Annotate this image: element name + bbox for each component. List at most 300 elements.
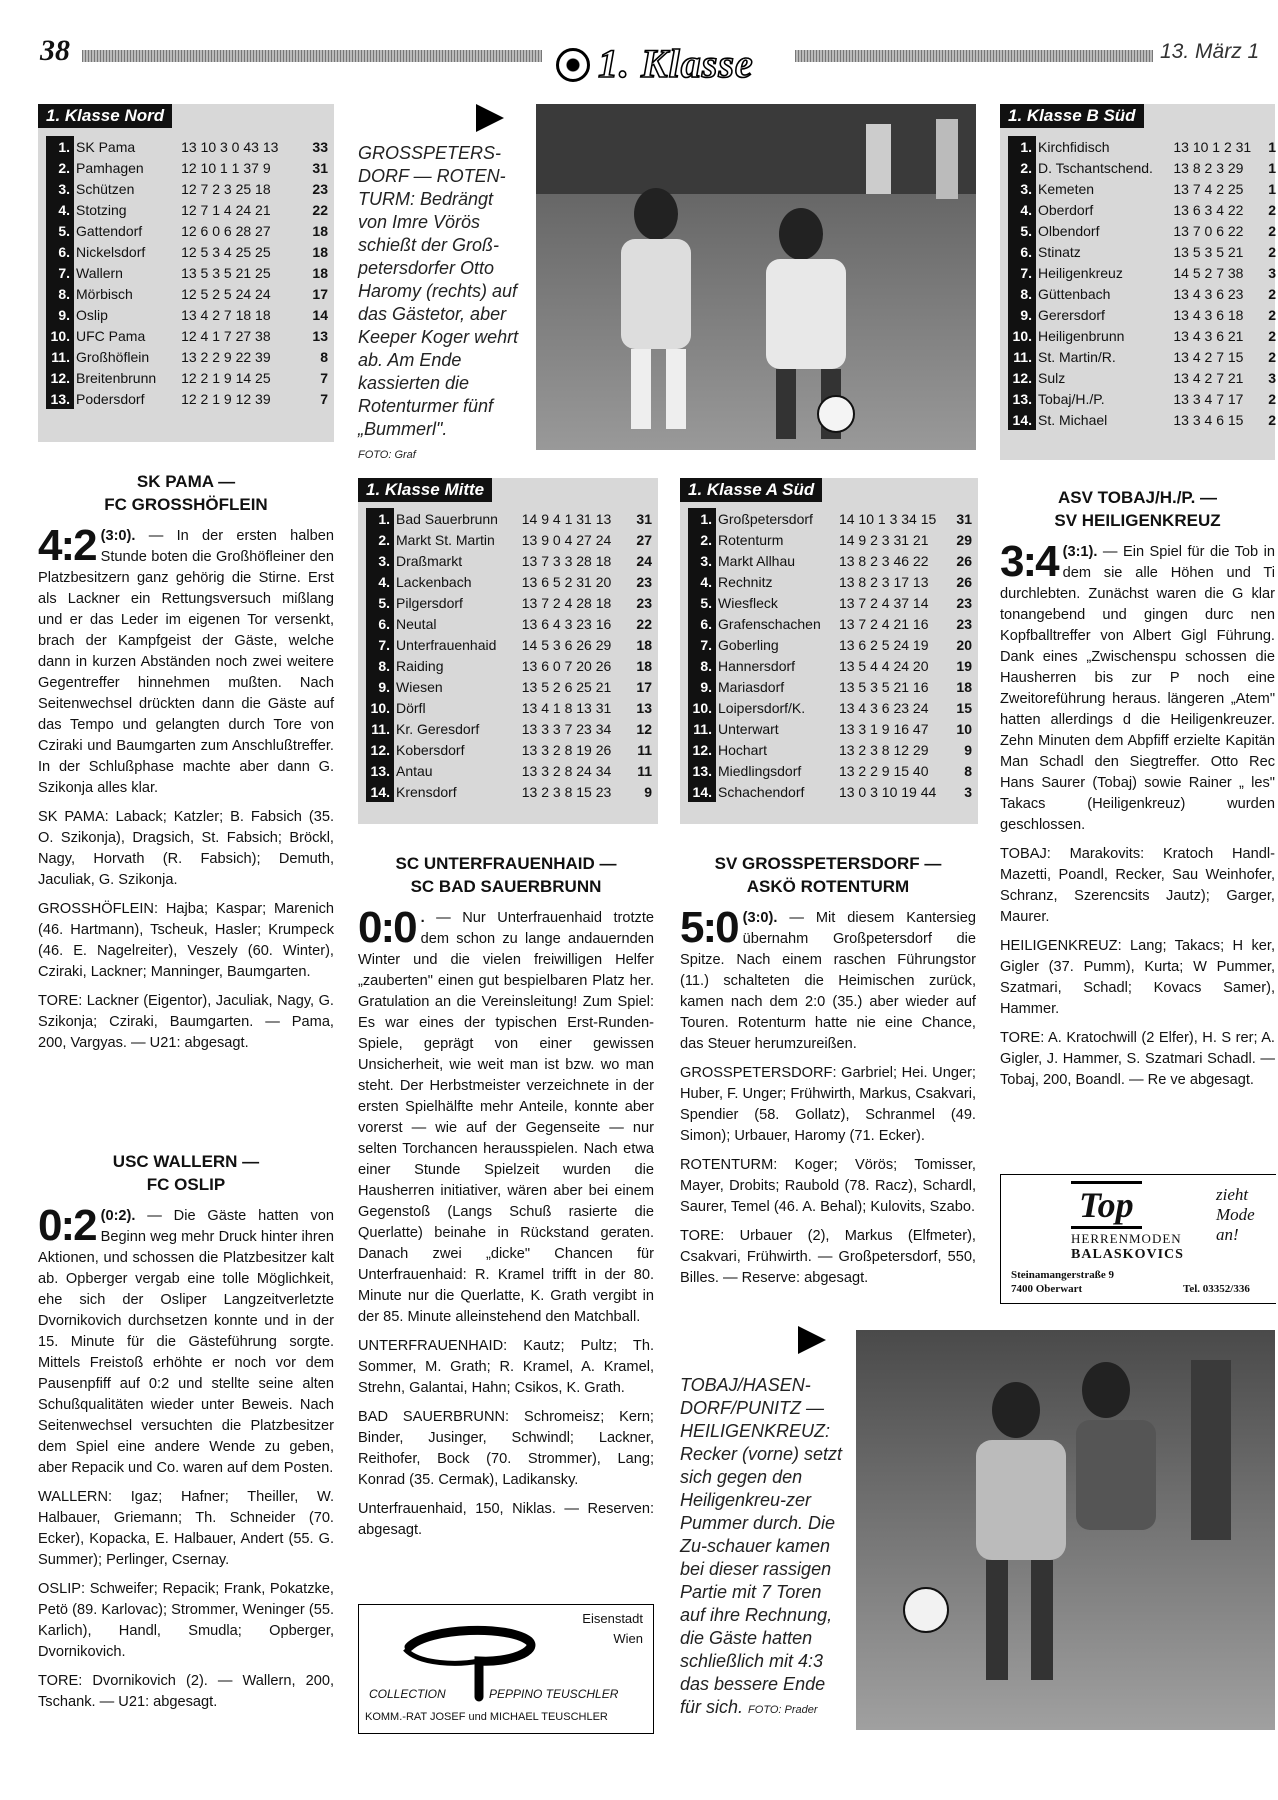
rank: 13. [46, 388, 74, 409]
rank: 1. [46, 136, 74, 157]
rank: 5. [366, 592, 394, 613]
article-heading: USC WALLERN — FC OSLIP [112, 1152, 260, 1194]
article-grosspetersdorf [680, 852, 976, 1297]
rank: 10. [688, 697, 716, 718]
match-stats: 12 2 1 9 12 39 [181, 390, 271, 407]
table-row [46, 241, 330, 262]
team-name: Gattendorf [76, 222, 143, 239]
points: 17 [312, 285, 328, 302]
header-rule-left [82, 50, 542, 62]
team-name: Dörfl [396, 699, 426, 716]
page-number: 38 [40, 34, 70, 67]
match-stats: 13 2 3 8 12 29 [838, 741, 929, 758]
team-name: Mariasdorf [718, 678, 785, 695]
standings-title: 1. Klasse Nord [38, 104, 172, 128]
table-row [366, 718, 654, 739]
team-name: Breitenbrunn [76, 369, 157, 386]
points: 20 [956, 636, 972, 653]
match-stats: 13 4 2 7 21 [1173, 369, 1244, 386]
points: 7 [320, 390, 328, 407]
lineup-away: HEILIGENKREUZ: Lang; Takacs; H ker, Gigler (37. Pumm), Kurta; W Pummer, Szatmari, Schadl; Kovacs Samer), Hammer. [1000, 938, 1275, 1017]
match-stats: 13 7 2 4 21 16 [838, 615, 929, 632]
rank: 6. [688, 613, 716, 634]
rank: 9. [46, 304, 74, 325]
rank: 14. [688, 781, 716, 802]
points: 26 [956, 552, 972, 569]
match-stats: 13 4 3 6 23 24 [838, 699, 929, 716]
ad-city: 7400 Oberwart [1011, 1283, 1083, 1295]
rank: 1. [366, 508, 394, 529]
points: 2 [1268, 390, 1276, 407]
rank: 2. [688, 529, 716, 550]
goals: TORE: Urbauer (2), Markus (Elfmeter), Csakvari, Frühwirth. — Großpetersdorf, 550, Billes. — Reserve: abgesagt. [680, 1228, 976, 1286]
table-row [688, 508, 974, 529]
photo-credit: FOTO: Graf [358, 449, 416, 461]
table-row [688, 571, 974, 592]
rank: 13. [688, 760, 716, 781]
rank: 6. [366, 613, 394, 634]
points: 18 [312, 264, 328, 281]
article-tobaj [1000, 486, 1275, 1099]
points: 22 [312, 201, 328, 218]
match-stats: 13 0 3 10 19 44 [838, 783, 937, 800]
table-row [46, 220, 330, 241]
table-row [46, 136, 330, 157]
team-name: Oslip [76, 306, 108, 323]
points: 2 [1268, 411, 1276, 428]
rank: 11. [366, 718, 394, 739]
points: 18 [312, 243, 328, 260]
table-row [688, 592, 974, 613]
rank: 9. [1008, 304, 1036, 325]
article-heading: SC UNTERFRAUENHAID — SC BAD SAUERBRUNN [395, 854, 617, 896]
header-rule-right [795, 50, 1153, 62]
rank: 3. [46, 178, 74, 199]
points: 1 [1268, 180, 1276, 197]
rank: 5. [1008, 220, 1036, 241]
ad-slogan: zieht Mode an! [1216, 1185, 1255, 1244]
rank: 12. [1008, 367, 1036, 388]
match-stats: 13 10 1 2 31 [1173, 138, 1252, 155]
match-stats: 13 8 2 3 29 [1173, 159, 1244, 176]
table-row [1008, 220, 1278, 241]
points: 27 [636, 531, 652, 548]
match-stats: 13 5 3 5 21 16 [838, 678, 929, 695]
match-stats: 13 4 3 6 21 [1173, 327, 1244, 344]
match-stats: 14 10 1 3 34 15 [838, 510, 937, 527]
match-stats: 13 7 2 4 37 14 [838, 594, 929, 611]
match-stats: 12 10 1 1 37 9 [181, 159, 271, 176]
rank: 8. [1008, 283, 1036, 304]
points: 31 [312, 159, 328, 176]
rank: 8. [46, 283, 74, 304]
table-row [366, 634, 654, 655]
table-row [46, 304, 330, 325]
points: 7 [320, 369, 328, 386]
table-row [46, 157, 330, 178]
match-stats: 14 5 3 6 26 29 [521, 636, 612, 653]
match-stats: 13 3 1 9 16 47 [838, 720, 929, 737]
team-name: Wallern [76, 264, 123, 281]
table-row [1008, 178, 1278, 199]
match-stats: 13 3 2 8 24 34 [521, 762, 612, 779]
team-name: UFC Pama [76, 327, 146, 344]
team-name: Antau [396, 762, 433, 779]
standings-table [688, 508, 974, 802]
standings-a-sued [680, 478, 978, 824]
lineup-away: ROTENTURM: Koger; Vörös; Tomisser, Mayer, Drobits; Raubold (78. Racz), Schardl, Saurer, Temel (46. A. Behal); Kulovits, Szabo. [680, 1157, 976, 1215]
points: 8 [964, 762, 972, 779]
points: 33 [312, 138, 328, 155]
rank: 11. [688, 718, 716, 739]
article-body: 3:4 (3:1). — Ein Spiel für die Tob in dem sie alle Höhen und Ti durchlebten. Zunächst waren die G klar tonangebend und gingen durc nen Kopfballtreffer von Albert Gigl Führung. Dank eines „Zwischenspu schossen die Hausherren bis zur P noch eine Zweitoreführung heraus. längeren „Atem" hatten allerdings d die Heiligenkreuzer. Zehn Minuten dem Abpfiff erzielte Kapitän Man Schadl den Siegtreffer. Otto Rec Hans Saurer (Tobaj) sowie Rainer „ les" Takacs (Heiligenkreuz) wurden geschlossen. TOBAJ: Marakovits: Kratoch Handl-Mazetti, Poandl, Recker, Sau Weinhofer, Schranz, Szerencsits Jautz); Garger, Maurer. HEILIGENKREUZ: Lang; Takacs; H ker, Gigler (37. Pumm), Kurta; W Pummer, Szatmari, Schadl; Kovacs Samer), Hammer. TORE: A. Kratochwill (2 Elfer), H. S rer; A. Gigler, J. Hammer, S. Szatmari Schadl. — Tobaj, 200, Boandl. — Re ve abgesagt. [1000, 542, 1275, 1091]
points: 26 [956, 573, 972, 590]
points: 31 [956, 510, 972, 527]
points: 11 [637, 762, 652, 779]
team-name: Stinatz [1038, 243, 1081, 260]
lineup-away: GROSSHÖFLEIN: Hajba; Kaspar; Marenich (46. Hartmann), Tscheuk, Hasler; Krumpeck (46. E. Nagelreiter), Veszely (60. Winter), Cziraki, Lackner; Manninger, Baumgarten. [38, 901, 334, 980]
table-row [46, 199, 330, 220]
table-row [366, 550, 654, 571]
standings-table [366, 508, 654, 802]
rank: 14. [1008, 409, 1036, 430]
rank: 13. [366, 760, 394, 781]
ad-owners: KOMM.-RAT JOSEF und MICHAEL TEUSCHLER [365, 1711, 608, 1723]
rank: 3. [688, 550, 716, 571]
team-name: Kobersdorf [396, 741, 465, 758]
standings-b-sued [1000, 104, 1275, 460]
table-row [366, 529, 654, 550]
match-stats: 13 4 3 6 23 [1173, 285, 1244, 302]
lineup-away: BAD SAUERBRUNN: Schromeisz; Kern; Binder, Jusinger, Schwindl; Lackner, Reithofer, Bock (70. Strommer), Lang; Konrad (35. Cermak), Ladikansky. [358, 1409, 654, 1488]
article-body: 5:0 (3:0). — Mit diesem Kantersieg übernahm Großpetersdorf die Spitze. Nach einem raschen Führungstor (11.) schalteten die Heimischen zurück, kamen nach dem 2:0 (35.) aber wieder auf Touren. Rotenturm hatte nie eine Chance, das Steuer herumzureißen. GROSSPETERSDORF: Garbriel; Hei. Unger; Huber, F. Unger; Frühwirth, Markus, Csakvari, Spendier (58. Gollatz), Schranmel (49. Simon); Urbauer, Haromy (71. Ecker). ROTENTURM: Koger; Vörös; Tomisser, Mayer, Drobits; Raubold (78. Racz), Schardl, Saurer, Temel (46. A. Behal); Kulovits, Szabo. TORE: Urbauer (2), Markus (Elfmeter), Csakvari, Frühwirth. — Großpetersdorf, 550, Billes. — Reserve: abgesagt. [680, 908, 976, 1289]
team-name: Kemeten [1038, 180, 1095, 197]
points: 18 [312, 222, 328, 239]
table-row [1008, 346, 1278, 367]
team-name: Goberling [718, 636, 779, 653]
table-row [46, 262, 330, 283]
points: 13 [312, 327, 328, 344]
goals: TORE: A. Kratochwill (2 Elfer), H. S rer; A. Gigler, J. Hammer, S. Szatmari Schadl. — Tobaj, 200, Boandl. — Re ve abgesagt. [1000, 1030, 1275, 1088]
points: 14 [312, 306, 328, 323]
team-name: Markt Allhau [718, 552, 796, 569]
team-name: Pamhagen [76, 159, 144, 176]
points: 3 [964, 783, 972, 800]
table-row [366, 697, 654, 718]
team-name: Hannersdorf [718, 657, 796, 674]
table-row [1008, 262, 1278, 283]
table-row [46, 388, 330, 409]
points: 23 [956, 615, 972, 632]
match-score: 4:2 [38, 521, 96, 570]
points: 15 [956, 699, 972, 716]
team-name: Nickelsdorf [76, 243, 146, 260]
match-stats: 12 5 3 4 25 25 [181, 243, 271, 260]
match-stats: 13 6 4 3 23 16 [521, 615, 612, 632]
lineup-home: WALLERN: Igaz; Hafner; Theiller, W. Halbauer, Griemann; Th. Schneider (70. Ecker), Kopacka, E. Halbauer, Andert (55. G. Summer); Perlinger, Csernay. [38, 1489, 334, 1568]
standings-title: 1. Klasse B Süd [1000, 104, 1144, 128]
match-stats: 13 4 1 8 13 31 [521, 699, 612, 716]
points: 2 [1268, 243, 1276, 260]
table-row [688, 676, 974, 697]
rank: 7. [688, 634, 716, 655]
match-stats: 13 7 4 2 25 [1173, 180, 1244, 197]
points: 2 [1268, 285, 1276, 302]
rank: 1. [1008, 136, 1036, 157]
table-row [1008, 199, 1278, 220]
ad-collection: COLLECTION [369, 1687, 446, 1701]
match-stats: 14 5 2 7 38 [1173, 264, 1244, 281]
match-score: 5:0 [680, 903, 738, 952]
table-row [688, 697, 974, 718]
match-stats: 13 5 3 5 21 [1173, 243, 1244, 260]
team-name: Loipersdorf/K. [718, 699, 806, 716]
team-name: Unterfrauenhaid [396, 636, 497, 653]
points: 22 [636, 615, 652, 632]
standings-mitte [358, 478, 658, 824]
standings-table [46, 136, 330, 409]
match-stats: 13 2 3 8 15 23 [521, 783, 612, 800]
table-row [366, 571, 654, 592]
points: 23 [312, 180, 328, 197]
rank: 4. [688, 571, 716, 592]
match-stats: 14 9 4 1 31 13 [521, 510, 612, 527]
table-row [366, 760, 654, 781]
football-players-photo [536, 104, 976, 450]
rank: 10. [1008, 325, 1036, 346]
rank: 6. [1008, 241, 1036, 262]
match-stats: 13 6 3 4 22 [1173, 201, 1244, 218]
rank: 12. [46, 367, 74, 388]
match-stats: 14 9 2 3 31 21 [838, 531, 929, 548]
table-row [688, 550, 974, 571]
match-stats: 13 8 2 3 46 22 [838, 552, 929, 569]
team-name: Lackenbach [396, 573, 472, 590]
rank: 4. [1008, 199, 1036, 220]
lineup-away: OSLIP: Schweifer; Repacik; Frank, Pokatzke, Petö (89. Karlovac); Strommer, Weninger (55. Karlich), Handl, Smudla; Opberger, Dvornikovich. [38, 1581, 334, 1660]
article-heading: SV GROSSPETERSDORF — ASKÖ ROTENTURM [714, 854, 942, 896]
team-name: Oberdorf [1038, 201, 1094, 218]
rank: 7. [1008, 262, 1036, 283]
table-row [1008, 304, 1278, 325]
article-pama [38, 470, 334, 1062]
team-name: Tobaj/H./P. [1038, 390, 1105, 407]
standings-title: 1. Klasse Mitte [358, 478, 492, 502]
points: 10 [956, 720, 972, 737]
table-row [366, 739, 654, 760]
points: 23 [956, 594, 972, 611]
match-stats: 13 5 3 5 21 25 [181, 264, 271, 281]
rank: 14. [366, 781, 394, 802]
table-row [46, 325, 330, 346]
table-row [688, 529, 974, 550]
lineup-home: SK PAMA: Laback; Katzler; B. Fabsich (35. O. Szikonja), Dragsich, St. Fabsich; Bröckl, Nagy, Horvath (R. Fabsich); Demuth, Jaculiak, G. Szikonja. [38, 809, 334, 888]
rank: 7. [46, 262, 74, 283]
team-name: St. Martin/R. [1038, 348, 1116, 365]
team-name: Sulz [1038, 369, 1066, 386]
team-name: Wiesen [396, 678, 443, 695]
team-name: Podersdorf [76, 390, 145, 407]
ad-city: Eisenstadt [582, 1611, 643, 1626]
match-stats: 13 7 3 3 28 18 [521, 552, 612, 569]
team-name: Gerersdorf [1038, 306, 1105, 323]
match-score: 0:2 [38, 1201, 96, 1250]
match-stats: 12 4 1 7 27 38 [181, 327, 271, 344]
match-stats: 13 2 2 9 15 40 [838, 762, 929, 779]
points: 31 [636, 510, 652, 527]
team-name: Wiesfleck [718, 594, 778, 611]
team-name: Neutal [396, 615, 437, 632]
table-row [366, 676, 654, 697]
points: 18 [636, 636, 652, 653]
arrow-icon [476, 104, 504, 132]
team-name: Rotenturm [718, 531, 784, 548]
match-stats: 12 7 1 4 24 21 [181, 201, 271, 218]
team-name: Pilgersdorf [396, 594, 463, 611]
goals: Unterfrauenhaid, 150, Niklas. — Reserven: abgesagt. [358, 1501, 654, 1538]
table-row [1008, 157, 1278, 178]
table-row [46, 283, 330, 304]
points: 29 [956, 531, 972, 548]
points: 12 [636, 720, 652, 737]
team-name: Großpetersdorf [718, 510, 813, 527]
rank: 2. [366, 529, 394, 550]
team-name: Stotzing [76, 201, 127, 218]
match-photo [856, 1330, 1275, 1730]
ad-shop: HERRENMODEN [1071, 1231, 1182, 1246]
team-name: Raiding [396, 657, 444, 674]
match-photo [536, 104, 976, 450]
rank: 1. [688, 508, 716, 529]
match-stats: 13 4 2 7 18 18 [181, 306, 271, 323]
match-stats: 13 6 0 7 20 26 [521, 657, 612, 674]
table-row [688, 634, 974, 655]
team-name: Markt St. Martin [396, 531, 495, 548]
points: 19 [956, 657, 972, 674]
points: 8 [320, 348, 328, 365]
article-unterfrauenhaid [358, 852, 654, 1549]
match-stats: 13 7 0 6 22 [1173, 222, 1244, 239]
table-row [46, 367, 330, 388]
standings-table [1008, 136, 1278, 430]
lineup-home: GROSSPETERSDORF: Garbriel; Hei. Unger; Huber, F. Unger; Frühwirth, Markus, Csakvari, Spendier (58. Gollatz), Schranmel (49. Simon); Urbauer, Haromy (71. Ecker). [680, 1065, 977, 1144]
match-stats: 12 6 0 6 28 27 [181, 222, 271, 239]
match-stats: 13 3 2 8 19 26 [521, 741, 612, 758]
rank: 4. [46, 199, 74, 220]
football-players-photo [856, 1330, 1275, 1730]
table-row [1008, 367, 1278, 388]
table-row [1008, 136, 1278, 157]
match-stats: 13 6 2 5 24 19 [838, 636, 929, 653]
team-name: St. Michael [1038, 411, 1108, 428]
match-stats: 13 6 5 2 31 20 [521, 573, 612, 590]
table-row [366, 592, 654, 613]
article-heading: ASV TOBAJ/H./P. — SV HEILIGENKREUZ [1054, 488, 1221, 530]
points: 2 [1268, 201, 1276, 218]
photo-caption: GROSSPETERS-DORF — ROTEN-TURM: Bedrängt von Imre Vörös schießt der Groß-petersdorfer Otto Haromy (rechts) auf das Gästetor, aber Keeper Koger wehrt ab. Am Ende kassierten die Rotenturmer fünf „Bummerl". FOTO: Graf [358, 143, 519, 461]
table-row [688, 739, 974, 760]
team-name: Kr. Geresdorf [396, 720, 480, 737]
ad-city: Wien [613, 1631, 643, 1646]
table-row [688, 760, 974, 781]
ad-phone: Tel. 03352/336 [1183, 1283, 1250, 1295]
match-stats: 12 7 2 3 25 18 [181, 180, 271, 197]
match-stats: 13 9 0 4 27 24 [521, 531, 612, 548]
table-row [366, 655, 654, 676]
article-body: 0:2 (0:2). — Die Gäste hatten von Beginn weg mehr Druck hinter ihren Aktionen, und schossen die Platzbesitzer kalt ab. Opberger vergab eine tolle Möglichkeit, ehe sich der Osliper Langzeitverletzte Dvornikovich durchsetzen konnte und in der 15. Minute für die Gästeführung sorgte. Mittels Freistoß erhöhte er noch vor dem Pausenpfiff auf 0:2 und stellte seine alten Schußqualitäten wieder unter Beweis. Nach Seitenwechsel versuchten die Platzbesitzer dem Spiel eine andere Wende zu geben, aber Repacik und Co. waren auf dem Posten. WALLERN: Igaz; Hafner; Theiller, W. Halbauer, Griemann; Th. Schneider (70. Ecker), Kopacka, E. Halbauer, Andert (55. G. Summer); Perlinger, Csernay. OSLIP: Schweifer; Repacik; Frank, Pokatzke, Petö (89. Karlovac); Strommer, Weninger (55. Karlich), Handl, Smudla; Opberger, Dvornikovich. TORE: Dvornikovich (2). — Wallern, 200, Tschank. — U21: abgesagt. [38, 1206, 334, 1713]
goals: TORE: Dvornikovich (2). — Wallern, 200, Tschank. — U21: abgesagt. [38, 1673, 334, 1710]
article-heading: SK PAMA — FC GROSSHÖFLEIN [104, 472, 268, 514]
rank: 2. [46, 157, 74, 178]
ad-brand: PEPPINO TEUSCHLER [489, 1687, 619, 1701]
table-row [366, 613, 654, 634]
rank: 2. [1008, 157, 1036, 178]
rank: 4. [366, 571, 394, 592]
arrow-icon [798, 1326, 826, 1354]
rank: 9. [688, 676, 716, 697]
team-name: Hochart [718, 741, 768, 758]
standings-nord [38, 104, 334, 442]
photo-caption: TOBAJ/HASEN-DORF/PUNITZ — HEILIGENKREUZ: Recker (vorne) setzt sich gegen den Heiligenkreu-zer Pummer durch. Die Zu-schauer kamen bei dieser rassigen Partie mit 7 Toren auf ihre Rechnung, die Gäste hatten schließlich mit 4:3 das bessere Ende für sich. FOTO: Prader [680, 1375, 843, 1717]
points: 18 [956, 678, 972, 695]
match-stats: 12 5 2 5 24 24 [181, 285, 271, 302]
match-stats: 13 5 2 6 25 21 [521, 678, 612, 695]
team-name: Großhöflein [76, 348, 150, 365]
team-name: Schachendorf [718, 783, 805, 800]
table-row [688, 781, 974, 802]
lineup-home: UNTERFRAUENHAID: Kautz; Pultz; Th. Sommer, M. Grath; R. Kramel, A. Kramel, Strehn, Galantai, Hahn; Csikos, K. Grath. [358, 1338, 654, 1396]
ad-teuschler [358, 1604, 654, 1734]
rank: 13. [1008, 388, 1036, 409]
table-row [46, 178, 330, 199]
team-name: Rechnitz [718, 573, 773, 590]
match-stats: 13 4 2 7 15 [1173, 348, 1244, 365]
points: 2 [1268, 327, 1276, 344]
table-row [1008, 388, 1278, 409]
table-row [1008, 241, 1278, 262]
team-name: Draßmarkt [396, 552, 463, 569]
table-row [688, 655, 974, 676]
article-body: 0:0 . — Nur Unterfrauenhaid trotzte dem schon zu lange andauernden Winter und die vielen freiwilligen Helfer „zauberten" einen gut bespielbaren Platz her. Gratulation an die Vereinsleitung! Zum Spiel: Es war eines der typischen Erst-Runden-Spiele, geprägt von einer gewissen Unsicherheit, wie weit man ist bzw. wo man steht. Der Herbstmeister verzeichnete in der ersten Spielhälfte mehr Anteile, konnte aber vorerst — wie auf der Gegenseite — nur selten Torchancen herausspielen. Nach etwa einer Stunde Spielzeit wurden die Hausherren initiativer, wären aber bei einem Gegenstoß (Langs Schuß rasierte die Querlatte) beinahe in Rückstand geraten. Danach zwei „dicke" Chancen für Unterfrauenhaid: R. Kramel trifft in der 80. Minute nur die Querlatte, K. Grath vergibt in der 85. Minute alleinstehend den Matchball. UNTERFRAUENHAID: Kautz; Pultz; Th. Sommer, M. Grath; R. Kramel, A. Kramel, Strehn, Galantai, Hahn; Csikos, K. Grath. BAD SAUERBRUNN: Schromeisz; Kern; Binder, Jusinger, Schwindl; Lackner, Reithofer, Bock (70. Strommer), Lang; Konrad (35. Cermak), Ladikansky. Unterfrauenhaid, 150, Niklas. — Reserven: abgesagt. [358, 908, 654, 1541]
team-name: Heiligenbrunn [1038, 327, 1125, 344]
team-name: Grafenschachen [718, 615, 821, 632]
team-name: D. Tschantschend. [1038, 159, 1153, 176]
points: 1 [1268, 159, 1276, 176]
points: 24 [636, 552, 652, 569]
standings-title: 1. Klasse A Süd [680, 478, 822, 502]
match-stats: 13 3 3 7 23 34 [521, 720, 612, 737]
section-title: 1. Klasse [598, 41, 754, 86]
points: 23 [636, 594, 652, 611]
match-stats: 13 3 4 6 15 [1173, 411, 1244, 428]
points: 9 [964, 741, 972, 758]
points: 2 [1268, 222, 1276, 239]
match-stats: 13 3 4 7 17 [1173, 390, 1244, 407]
team-name: Schützen [76, 180, 135, 197]
team-name: Heiligenkreuz [1038, 264, 1123, 281]
match-stats: 13 8 2 3 17 13 [838, 573, 929, 590]
rank: 9. [366, 676, 394, 697]
rank: 11. [46, 346, 74, 367]
points: 1 [1268, 138, 1276, 155]
match-stats: 12 2 1 9 14 25 [181, 369, 271, 386]
table-row [1008, 283, 1278, 304]
table-row [688, 718, 974, 739]
issue-date: 13. März 1 [1160, 40, 1260, 63]
match-score: 0:0 [358, 903, 416, 952]
match-stats: 13 4 3 6 18 [1173, 306, 1244, 323]
points: 2 [1268, 348, 1276, 365]
